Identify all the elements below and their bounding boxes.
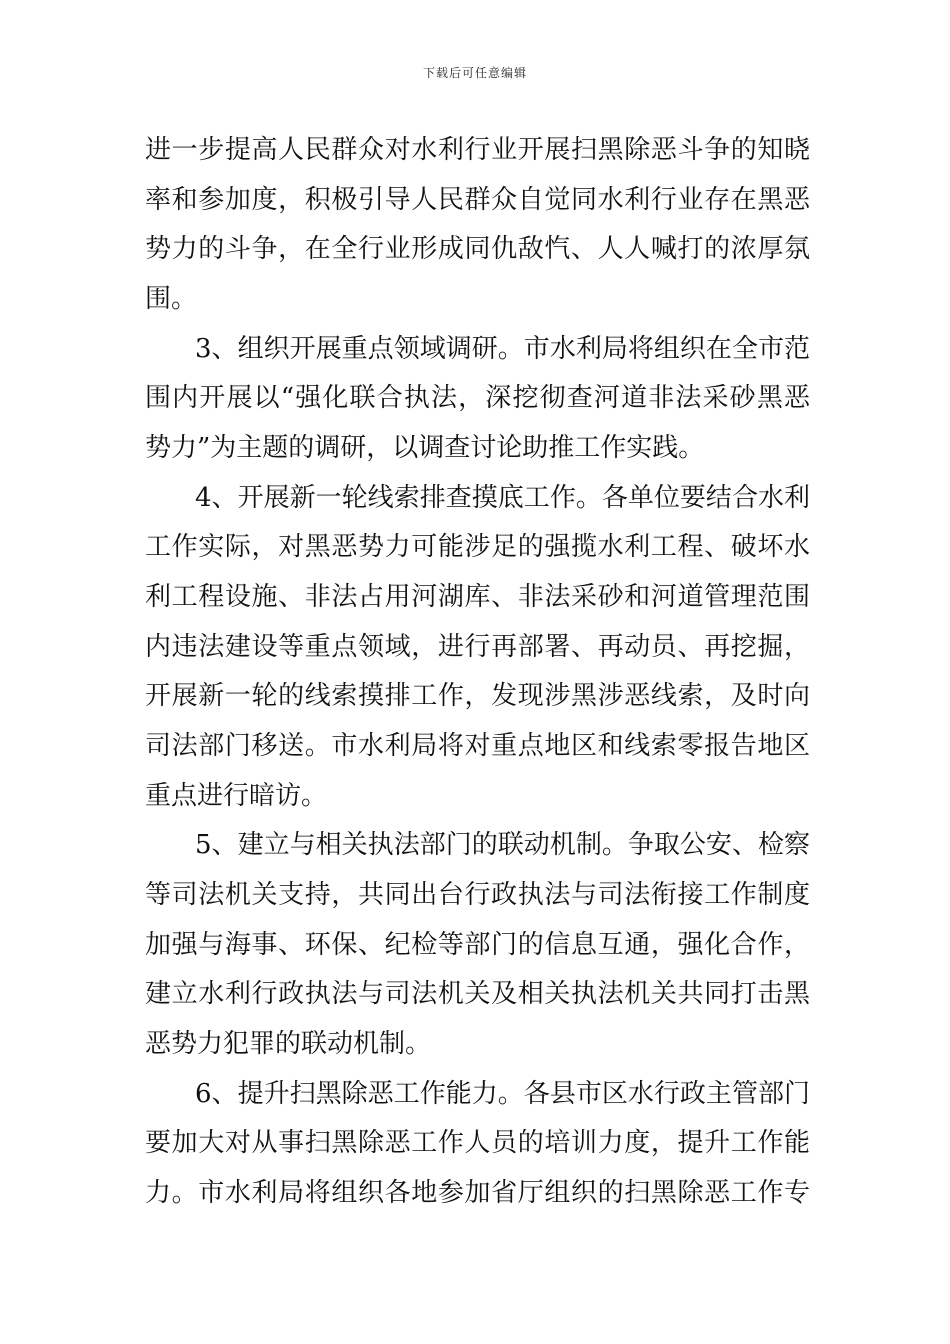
text-line: 4、开展新一轮线索排查摸底工作。各单位要结合水利	[195, 483, 810, 513]
text-line: 加强与海事、环保、纪检等部门的信息互通，强化合作，	[145, 930, 810, 960]
text-line: 要加大对从事扫黑除恶工作人员的培训力度，提升工作能	[145, 1128, 810, 1158]
text-line: 内违法建设等重点领域，进行再部署、再动员、再挖掘，	[145, 632, 810, 662]
text-line: 重点进行暗访。	[145, 781, 328, 811]
page-header: 下载后可任意编辑	[422, 66, 527, 80]
text-line: 6、提升扫黑除恶工作能力。各县市区水行政主管部门	[195, 1079, 810, 1109]
text-line: 工作实际，对黑恶势力可能涉足的强揽水利工程、破坏水	[145, 532, 810, 562]
text-line: 等司法机关支持，共同出台行政执法与司法衔接工作制度	[145, 880, 810, 910]
text-line: 建立水利行政执法与司法机关及相关执法机关共同打击黑	[145, 979, 810, 1009]
text-line: 势力”为主题的调研，以调查讨论助推工作实践。	[145, 433, 705, 463]
text-line: 开展新一轮的线索摸排工作，发现涉黑涉恶线索，及时向	[145, 681, 810, 711]
text-line: 围。	[145, 284, 198, 314]
text-line: 3、组织开展重点领域调研。市水利局将组织在全市范	[195, 334, 810, 364]
text-line: 势力的斗争，在全行业形成同仇敌忾、人人喊打的浓厚氛	[145, 234, 810, 264]
text-line: 进一步提高人民群众对水利行业开展扫黑除恶斗争的知晓	[145, 135, 810, 165]
text-line: 率和参加度，积极引导人民群众自觉同水利行业存在黑恶	[145, 185, 810, 215]
text-line: 5、建立与相关执法部门的联动机制。争取公安、检察	[195, 830, 810, 860]
text-line: 恶势力犯罪的联动机制。	[145, 1029, 432, 1059]
text-line: 利工程设施、非法占用河湖库、非法采砂和河道管理范围	[145, 582, 810, 612]
text-line: 围内开展以“强化联合执法，深挖彻查河道非法采砂黑恶	[145, 383, 810, 413]
text-line: 司法部门移送。市水利局将对重点地区和线索零报告地区	[145, 731, 810, 761]
text-line: 力。市水利局将组织各地参加省厅组织的扫黑除恶工作专	[145, 1178, 810, 1208]
